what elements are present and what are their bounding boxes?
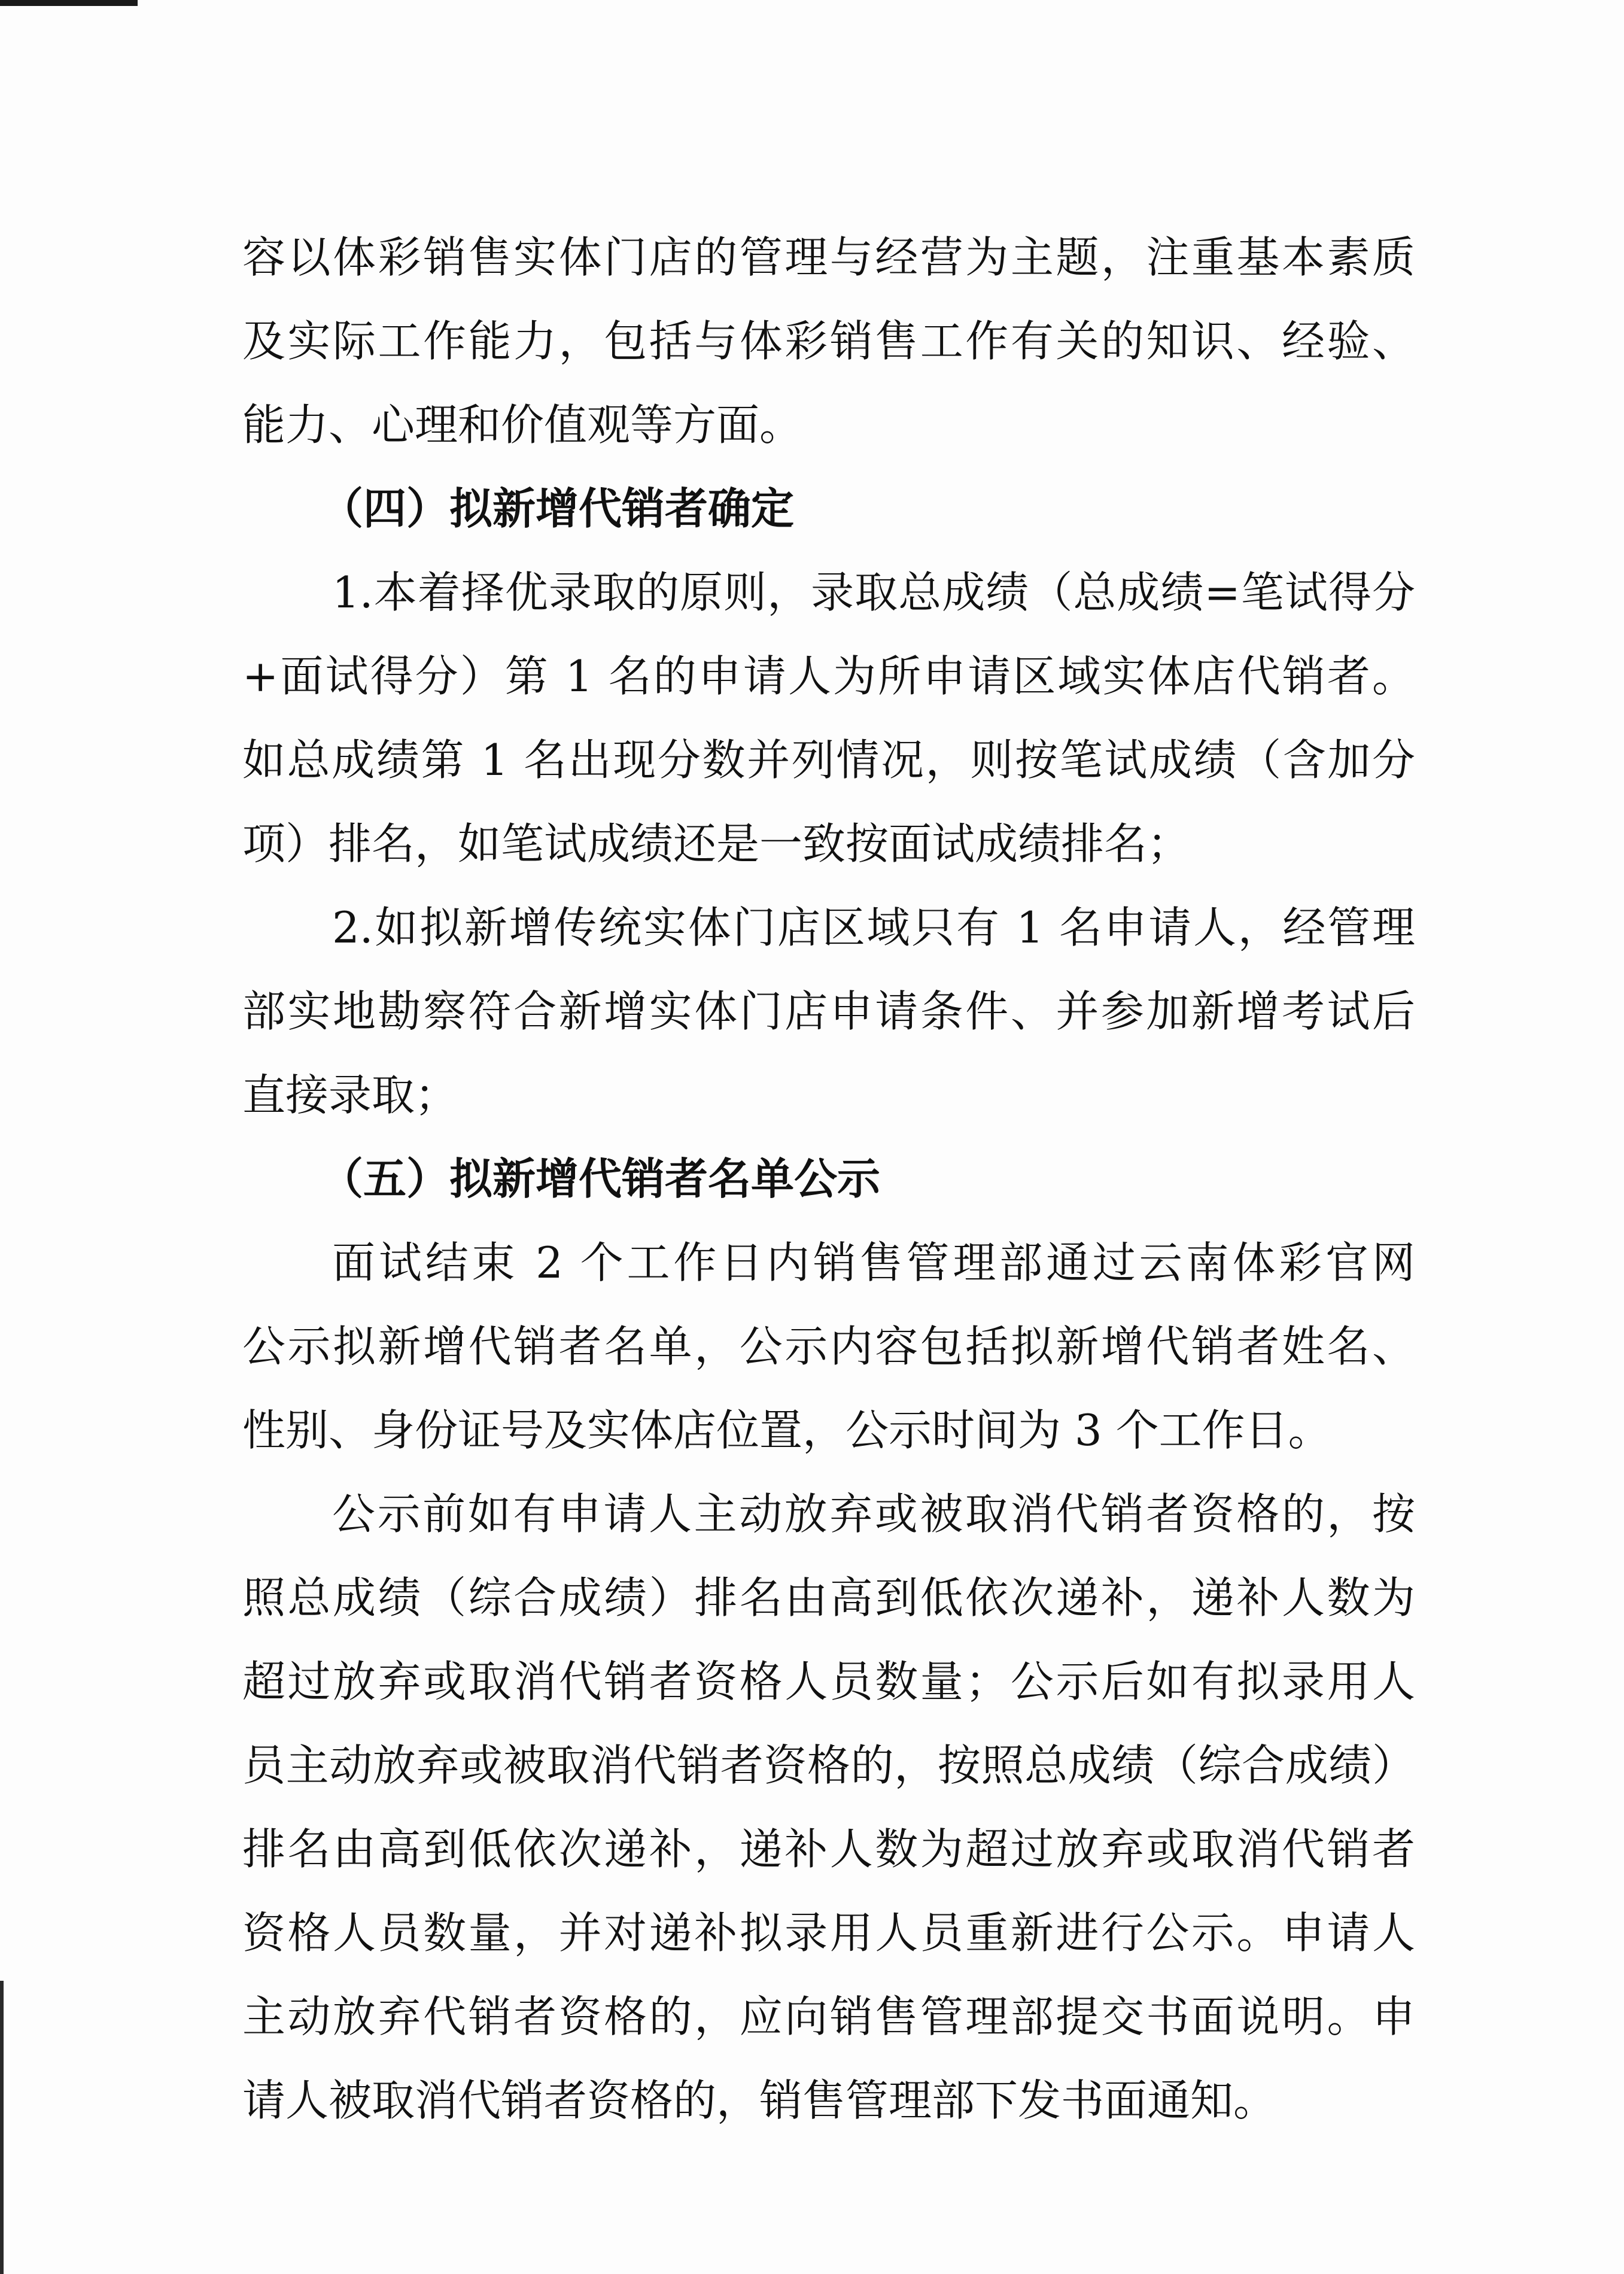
paragraph-line: 1.本着择优录取的原则，录取总成绩（总成绩=笔试得分: [332, 567, 1415, 618]
scan-mark: [0, 0, 138, 6]
paragraph-line: 如总成绩第 1 名出现分数并列情况，则按笔试成绩（含加分: [242, 735, 1415, 785]
paragraph-line: 2.如拟新增传统实体门店区域只有 1 名申请人，经管理: [332, 902, 1415, 953]
paragraph-line: 能力、心理和价值观等方面。: [242, 400, 803, 450]
body-text: [242, 215, 1415, 2142]
paragraph-line: 主动放弃代销者资格的，应向销售管理部提交书面说明。申: [242, 1992, 1415, 2042]
paragraph-line: 员主动放弃或被取消代销者资格的，按照总成绩（综合成绩）: [242, 1740, 1415, 1790]
paragraph-line: 公示拟新增代销者名单，公示内容包括拟新增代销者姓名、: [242, 1321, 1415, 1372]
paragraph-line: 直接录取；: [242, 1070, 458, 1120]
scan-edge: [0, 1981, 4, 2274]
section-heading: （五）拟新增代销者名单公示: [320, 1153, 881, 1204]
paragraph-line: 超过放弃或取消代销者资格人员数量；公示后如有拟录用人: [242, 1656, 1415, 1707]
section-heading: （四）拟新增代销者确定: [320, 483, 795, 534]
paragraph-line: 排名由高到低依次递补，递补人数为超过放弃或取消代销者: [242, 1824, 1415, 1874]
paragraph-line: 照总成绩（综合成绩）排名由高到低依次递补，递补人数为: [242, 1573, 1415, 1623]
paragraph-line: 请人被取消代销者资格的，销售管理部下发书面通知。: [242, 2075, 1277, 2126]
paragraph-line: 及实际工作能力，包括与体彩销售工作有关的知识、经验、: [242, 316, 1415, 366]
paragraph-line: 项）排名，如笔试成绩还是一致按面试成绩排名；: [242, 819, 1191, 869]
paragraph-line: 性别、身份证号及实体店位置，公示时间为 3 个工作日。: [242, 1405, 1331, 1455]
paragraph-line: 资格人员数量，并对递补拟录用人员重新进行公示。申请人: [242, 1908, 1415, 1958]
paragraph-line: 部实地勘察符合新增实体门店申请条件、并参加新增考试后: [242, 986, 1415, 1036]
paragraph-line: 公示前如有申请人主动放弃或被取消代销者资格的，按: [332, 1489, 1415, 1539]
paragraph-line: 面试结束 2 个工作日内销售管理部通过云南体彩官网: [332, 1238, 1415, 1288]
paragraph-line: 容以体彩销售实体门店的管理与经营为主题，注重基本素质: [242, 232, 1415, 282]
paragraph-line: +面试得分）第 1 名的申请人为所申请区域实体店代销者。: [242, 651, 1415, 701]
